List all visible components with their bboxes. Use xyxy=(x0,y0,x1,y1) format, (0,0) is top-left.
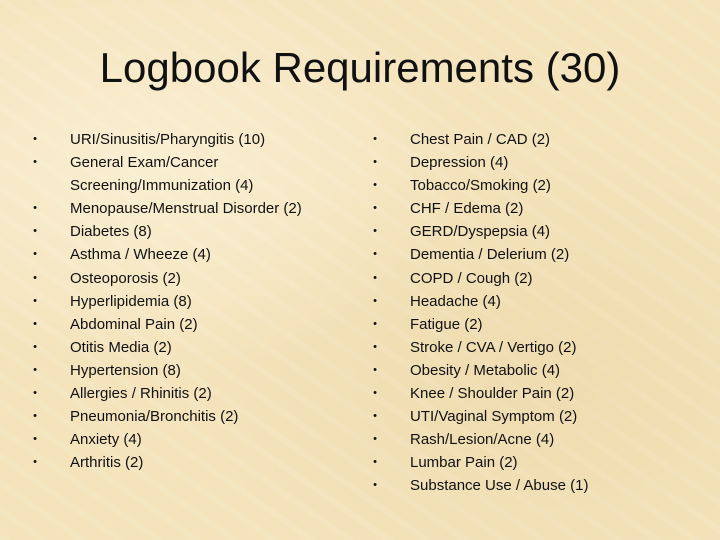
bullet-icon: • xyxy=(373,179,377,192)
bullet-icon: • xyxy=(373,202,377,215)
bullet-icon: • xyxy=(33,317,37,330)
bullet-icon: • xyxy=(373,133,377,145)
left-requirements-list xyxy=(30,128,330,474)
bullet-icon: • xyxy=(373,387,377,400)
list-item xyxy=(370,359,690,382)
bullet-icon: • xyxy=(33,410,37,423)
list-item-label: Tobacco/Smoking (2) xyxy=(410,177,551,195)
bullet-icon: • xyxy=(33,202,37,215)
list-item xyxy=(30,359,330,382)
bullet-icon: • xyxy=(33,456,37,469)
list-item-label: Arthritis (2) xyxy=(70,454,144,472)
list-item xyxy=(30,451,330,474)
list-item xyxy=(30,220,330,243)
list-item-label: Substance Use / Abuse (1) xyxy=(410,477,589,495)
list-item xyxy=(370,243,690,266)
bullet-icon: • xyxy=(33,387,37,400)
list-item-label: Obesity / Metabolic (4) xyxy=(410,361,561,379)
list-item xyxy=(370,151,690,174)
list-item-label: Knee / Shoulder Pain (2) xyxy=(410,385,575,403)
list-item xyxy=(30,128,330,151)
list-item-label: Diabetes (8) xyxy=(70,223,152,241)
list-item-label: Otitis Media (2) xyxy=(70,338,172,356)
list-item-label: Headache (4) xyxy=(410,292,501,310)
list-item-label: CHF / Edema (2) xyxy=(410,200,524,218)
bullet-icon: • xyxy=(33,156,37,169)
list-item-label: UTI/Vaginal Symptom (2) xyxy=(410,408,578,426)
bullet-icon: • xyxy=(373,225,377,238)
list-item-label: Rash/Lesion/Acne (4) xyxy=(410,431,555,449)
bullet-icon: • xyxy=(373,433,377,446)
list-item-label: Pneumonia/Bronchitis (2) xyxy=(70,408,239,426)
list-item-label: Osteoporosis (2) xyxy=(70,269,181,287)
list-item xyxy=(370,290,690,313)
list-item-label: Depression (4) xyxy=(410,154,509,172)
list-item xyxy=(30,313,330,336)
list-item xyxy=(370,313,690,336)
bullet-icon: • xyxy=(33,363,37,376)
list-item xyxy=(370,220,690,243)
list-item xyxy=(370,428,690,451)
list-item-label: Asthma / Wheeze (4) xyxy=(70,246,211,264)
list-item xyxy=(370,336,690,359)
bullet-icon: • xyxy=(33,294,37,307)
bullet-icon: • xyxy=(373,340,377,353)
list-item-label: Abdominal Pain (2) xyxy=(70,315,198,333)
bullet-icon: • xyxy=(373,248,377,261)
list-item xyxy=(30,428,330,451)
list-item-label: Anxiety (4) xyxy=(70,431,142,449)
list-item-label: Stroke / CVA / Vertigo (2) xyxy=(410,338,577,356)
list-item xyxy=(370,197,690,220)
bullet-icon: • xyxy=(373,271,377,284)
bullet-icon: • xyxy=(373,363,377,376)
right-requirements-list xyxy=(370,128,690,498)
list-item-label: Hypertension (8) xyxy=(70,361,181,379)
list-item xyxy=(370,474,690,497)
list-item-label: Allergies / Rhinitis (2) xyxy=(70,385,212,403)
list-item xyxy=(30,405,330,428)
list-item xyxy=(370,128,690,151)
list-item-label: GERD/Dyspepsia (4) xyxy=(410,223,551,241)
list-item xyxy=(370,405,690,428)
list-item-label: Hyperlipidemia (8) xyxy=(70,292,192,310)
bullet-icon: • xyxy=(33,133,37,145)
bullet-icon: • xyxy=(373,410,377,423)
list-item-label: COPD / Cough (2) xyxy=(410,269,533,287)
list-item xyxy=(30,197,330,220)
list-item-label: Chest Pain / CAD (2) xyxy=(410,131,551,148)
bullet-icon: • xyxy=(33,271,37,284)
list-item xyxy=(370,174,690,197)
list-item xyxy=(30,267,330,290)
bullet-icon: • xyxy=(33,433,37,446)
list-item xyxy=(370,451,690,474)
bullet-icon: • xyxy=(33,248,37,261)
bullet-icon: • xyxy=(373,156,377,169)
bullet-icon: • xyxy=(373,456,377,469)
bullet-icon: • xyxy=(373,317,377,330)
list-item xyxy=(370,382,690,405)
list-item-label: Lumbar Pain (2) xyxy=(410,454,518,472)
list-item-label: URI/Sinusitis/Pharyngitis (10) xyxy=(70,131,266,148)
list-item xyxy=(30,382,330,405)
list-item-label: Fatigue (2) xyxy=(410,315,483,333)
bullet-icon: • xyxy=(33,340,37,353)
list-item-label: General Exam/Cancer Screening/Immunization (4) xyxy=(70,154,254,195)
list-item-label: Menopause/Menstrual Disorder (2) xyxy=(70,200,302,218)
list-item-label: Dementia / Delerium (2) xyxy=(410,246,570,264)
bullet-icon: • xyxy=(33,225,37,238)
list-item xyxy=(30,336,330,359)
page-title: Logbook Requirements (30) xyxy=(99,44,621,91)
bullet-icon: • xyxy=(373,294,377,307)
list-item xyxy=(370,267,690,290)
list-item xyxy=(30,151,330,197)
list-item xyxy=(30,290,330,313)
bullet-icon: • xyxy=(373,479,377,492)
list-item xyxy=(30,243,330,266)
